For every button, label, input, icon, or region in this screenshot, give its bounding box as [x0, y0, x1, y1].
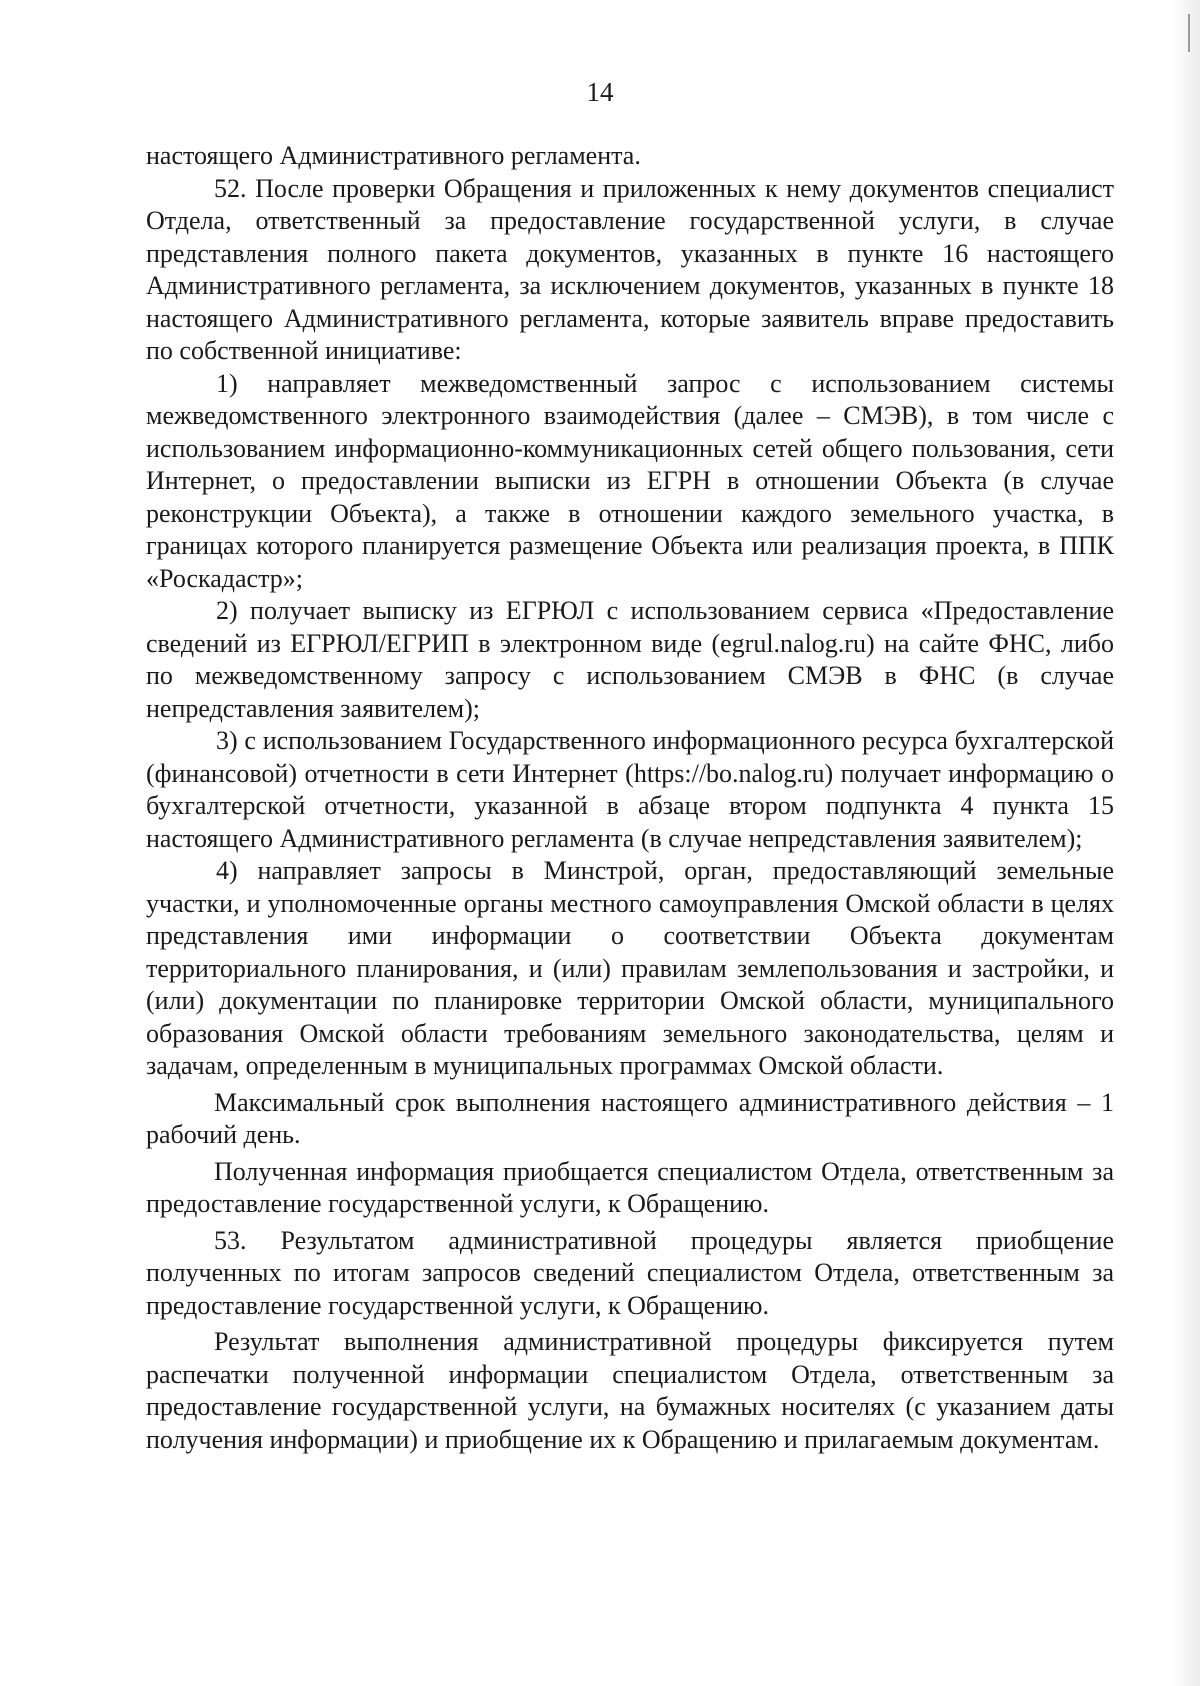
- paragraph-53: 53. Результатом административной процедуры является приобщение полученных по итогам запросов сведений специалистом Отдела, ответственным за предоставление государственной услуги, к Обращению.: [146, 1225, 1114, 1320]
- list-item-2: 2) получает выписку из ЕГРЮЛ с использованием сервиса «Предоставление сведений из ЕГРЮЛ/ЕГРИП в электронном виде (egrul.nalog.ru) на сайте ФНС, либо по межведомственному запросу с использованием СМЭВ в ФНС (в случае непредставления заявителем);: [146, 596, 1114, 723]
- scan-edge-shadow: [1172, 0, 1200, 1686]
- document-body: [146, 140, 1114, 1456]
- list-item-3: 3) с использованием Государственного информационного ресурса бухгалтерской (финансовой) отчетности в сети Интернет (https://bo.nalog.ru) получает информацию о бухгалтерской отчетности, указанной в абзаце втором подпункта 4 пункта 15 настоящего Административного регламента (в случае непредставления заявителем);: [146, 726, 1114, 853]
- scan-edge-mark: [1188, 14, 1190, 52]
- paragraph-result-fixation: Результат выполнения административной процедуры фиксируется путем распечатки полученной информации специалистом Отдела, ответственным за предоставление государственной услуги, на бумажных носителях (с указанием даты получения информации) и приобщение их к Обращению и прилагаемым документам.: [146, 1327, 1114, 1454]
- paragraph-max-term: Максимальный срок выполнения настоящего административного действия – 1 рабочий день.: [146, 1087, 1114, 1149]
- paragraph-info-attached: Полученная информация приобщается специалистом Отдела, ответственным за предоставление государственной услуги, к Обращению.: [146, 1156, 1114, 1218]
- page-number: 14: [586, 77, 614, 107]
- paragraph-continuation: настоящего Административного регламента.: [146, 141, 641, 170]
- list-item-1: 1) направляет межведомственный запрос с использованием системы межведомственного электронного взаимодействия (далее – СМЭВ), в том числе с использованием информационно-коммуникационных сетей общего пользования, сети Интернет, о предоставлении выписки из ЕГРН в отношении Объекта (в случае реконструкции Объекта), а также в отношении каждого земельного участка, в границах которого планируется размещение Объекта или реализация проекта, в ППК «Роскадастр»;: [146, 368, 1114, 593]
- paragraph-52: 52. После проверки Обращения и приложенных к нему документов специалист Отдела, ответственный за предоставление государственной услуги, в случае представления полного пакета документов, указанных в пункте 16 настоящего Административного регламента, за исключением документов, указанных в пункте 18 настоящего Административного регламента, которые заявитель вправе предоставить по собственной инициативе:: [146, 173, 1114, 365]
- list-item-4: 4) направляет запросы в Минстрой, орган, предоставляющий земельные участки, и уполномоченные органы местного самоуправления Омской области в целях представления ими информации о соответствии Объекта документам территориального планирования, и (или) правилам землепользования и застройки, и (или) документации по планировке территории Омской области, муниципального образования Омской области требованиям земельного законодательства, целям и задачам, определенным в муниципальных программах Омской области.: [146, 856, 1114, 1080]
